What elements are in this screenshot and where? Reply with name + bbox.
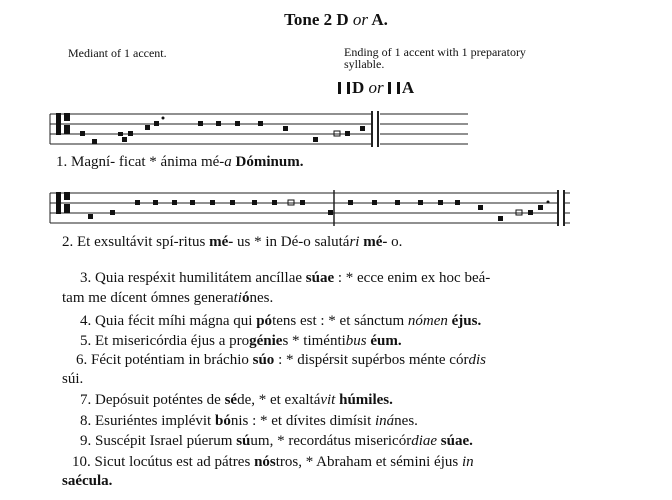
line2-number: 2. (62, 234, 74, 250)
verse-10-line-2: saécula. (62, 473, 113, 489)
ending-label (338, 78, 414, 98)
ending-note-line2: syllable. (344, 57, 385, 71)
verse-9: 9. Suscépit Israel púerum súum, * recordátus misericórdiae súae. (80, 433, 473, 449)
line1-number: 1. (56, 154, 68, 170)
clef-mini-icon (338, 82, 350, 94)
title-main: Tone 2 D (284, 10, 349, 29)
verse-6-line-2: súi. (62, 371, 84, 387)
verse-4: 4. Quia fécit míhi mágna qui pótens est : * et sánctum nómen éjus. (80, 313, 482, 329)
line1-text-a: Magní- ficat * ánima mé- (71, 154, 225, 170)
chant-staff-2 (0, 184, 672, 234)
verse-7: 7. Depósuit poténtes de séde, * et exaltávit húmiles. (80, 392, 393, 408)
line2-text-a: Et exsultávit spí-ritus (77, 234, 206, 250)
page-title (0, 10, 672, 30)
verse-3-line-1: 3. Quia respéxit humilitátem ancíllae súae : * ecce enim ex hoc beá- (80, 270, 491, 286)
title-or: or (352, 10, 369, 29)
line1-text-b: a (224, 154, 232, 170)
ending-label-or: or (368, 78, 384, 97)
verse-8: 8. Esuriéntes implévit bónis : * et dívites dimísit inánes. (80, 413, 418, 429)
verse-5: 5. Et misericórdia éjus a progénies * timéntibus éum. (80, 333, 402, 349)
title-end: A. (371, 10, 388, 29)
mediant-note: Mediant of 1 accent. (68, 46, 167, 60)
ending-note-line1: Ending of 1 accent with 1 preparatory (344, 45, 526, 59)
chant-staff-1 (0, 105, 672, 155)
clef-mini-icon-2 (388, 82, 400, 94)
line2-text-g: o. (391, 234, 403, 250)
line2-text-c: us * (236, 234, 262, 250)
chant-line-2 (62, 234, 402, 251)
line2-text-d: in Dé-o salutá (265, 234, 350, 250)
verse-10-line-1: 10. Sicut locútus est ad pátres nóstros, * Abraham et sémini éjus in (72, 454, 474, 470)
ending-label-d: D (352, 78, 365, 97)
line2-text-e: ri (349, 234, 360, 250)
ending-label-a: A (401, 78, 415, 97)
staff-1-notes (80, 117, 365, 145)
line2-text-b: mé- (209, 234, 234, 250)
verse-6-line-1: 6. Fécit poténtiam in bráchio súo : * dispérsit supérbos ménte córdis (76, 352, 486, 368)
line2-text-f: mé- (363, 234, 388, 250)
verse-3-line-2: tam me dícent ómnes generatiónes. (62, 290, 274, 306)
line1-text-c: Dóminum. (235, 154, 304, 170)
ending-note (344, 46, 526, 70)
chant-line-1 (56, 154, 303, 171)
